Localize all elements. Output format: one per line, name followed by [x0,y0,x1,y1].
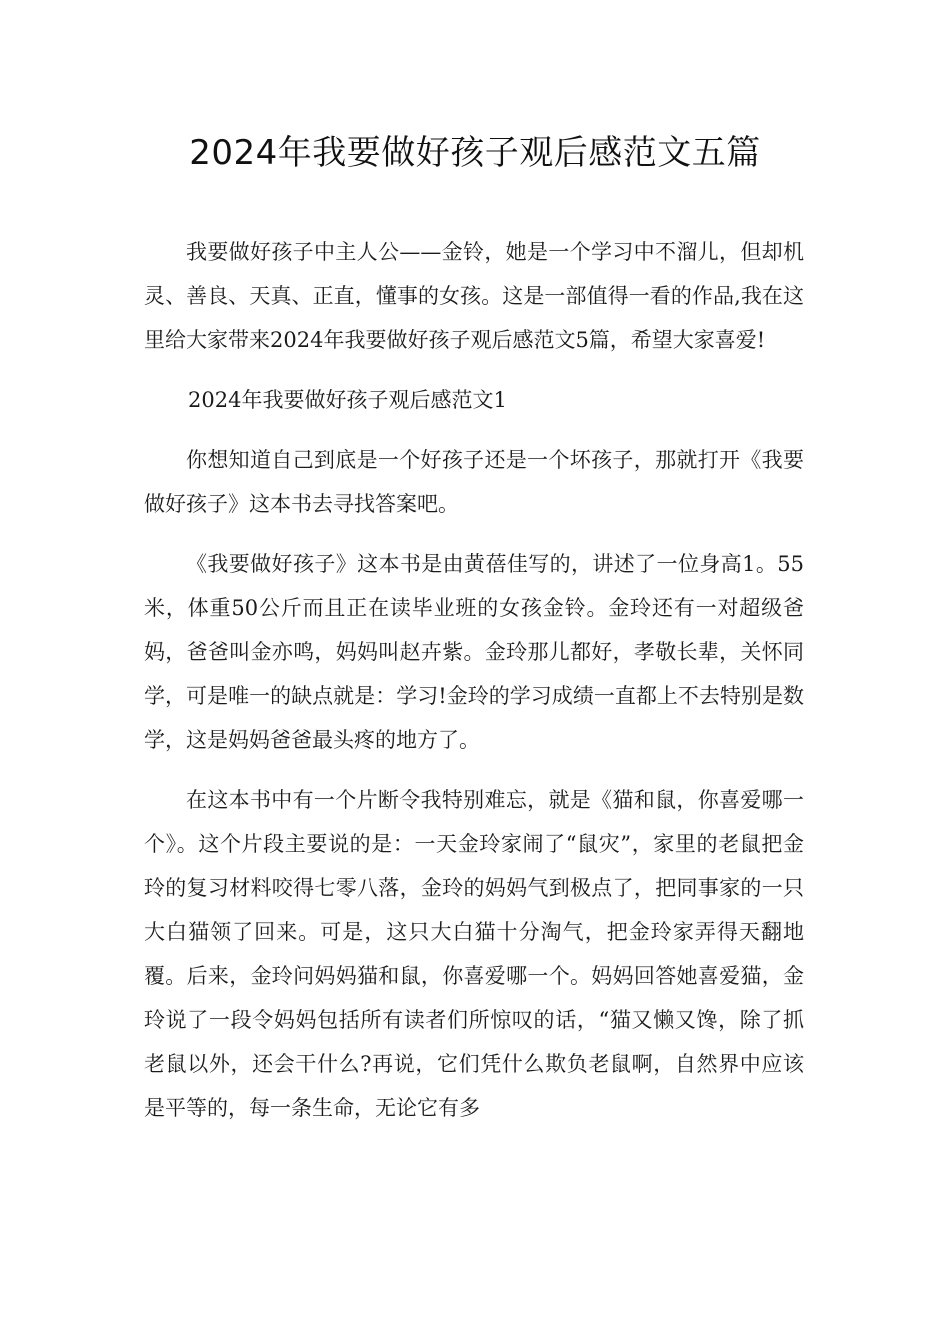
paragraph: 《我要做好孩子》这本书是由黄蓓佳写的，讲述了一位身高1。55米，体重50公斤而且正在读毕业班的女孩金铃。金玲还有一对超级爸妈，爸爸叫金亦鸣，妈妈叫赵卉紫。金玲那儿都好，孝敬长辈，关怀同学，可是唯一的缺点就是：学习!金玲的学习成绩一直都上不去特别是数学，这是妈妈爸爸最头疼的地方了。 [144,552,804,752]
paragraph: 在这本书中有一个片断令我特别难忘，就是《猫和鼠，你喜爱哪一个》。这个片段主要说的是：一天金玲家闹了“鼠灾”，家里的老鼠把金玲的复习材料咬得七零八落，金玲的妈妈气到极点了，把同事家的一只大白猫领了回来。可是，这只大白猫十分淘气，把金玲家弄得天翻地覆。后来，金玲问妈妈猫和鼠，你喜爱哪一个。妈妈回答她喜爱猫，金玲说了一段令妈妈包括所有读者们所惊叹的话，“猫又懒又馋，除了抓老鼠以外，还会干什么?再说，它们凭什么欺负老鼠啊，自然界中应该是平等的，每一条生命，无论它有多 [144,788,804,1120]
document-body [144,230,804,1146]
section-heading: 2024年我要做好孩子观后感范文1 [188,388,507,412]
intro-paragraph: 我要做好孩子中主人公——金铃，她是一个学习中不溜儿，但却机灵、善良、天真、正直，懂事的女孩。这是一部值得一看的作品,我在这里给大家带来2024年我要做好孩子观后感范文5篇，希望大家喜爱! [144,240,804,352]
paragraph: 你想知道自己到底是一个好孩子还是一个坏孩子，那就打开《我要做好孩子》这本书去寻找答案吧。 [144,448,804,516]
document-title: 2024年我要做好孩子观后感范文五篇 [189,133,761,173]
